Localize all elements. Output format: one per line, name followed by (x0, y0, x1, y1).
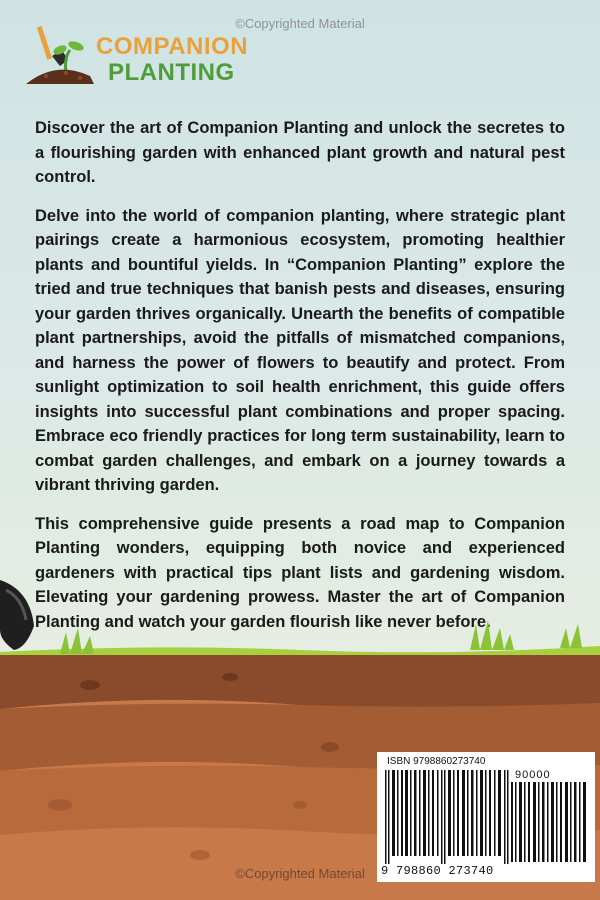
isbn-label: ISBN 9798860273740 (387, 756, 486, 767)
logo-soil-mound (26, 70, 94, 84)
paragraph-closing: This comprehensive guide presents a road map to Companion Planting wonders, equipping both novice and experienced gardeners with practical tips plant lists and gardening wisdom. Elevating your gardening prowess. Master the art of Companion Planting and watch your garden flourish like never before. (35, 514, 565, 631)
description-text (35, 116, 565, 648)
logo-line-1: COMPANION (96, 33, 249, 60)
isbn-barcode (385, 770, 509, 864)
price-addon-barcode (511, 782, 589, 862)
isbn-digits: 9 798860 273740 (381, 864, 494, 878)
price-code: 90000 (515, 769, 551, 781)
paragraph-intro: Discover the art of Companion Planting and unlock the secretes to a flourishing garden with enhanced plant growth and natural pest control. (35, 119, 565, 186)
paragraph-main: Delve into the world of companion planting, where strategic plant pairings create a harmonious ecosystem, promoting healthier plants and bountiful yields. In “Companion Planting” explore the tried and true techniques that banish pests and diseases, ensuring your garden thrives organically. Unearth the benefits of compatible plant partnerships, avoid the pitfalls of mismatched companions, and harness the power of flowers to beautify and protect. From sunlight optimization to soil health enrichment, this guide offers insights into successful plant combinations and proper spacing. Embrace eco friendly practices for long term sustainability, learn to combat garden challenges, and embark on a journey towards a vibrant thriving garden. (35, 206, 565, 494)
logo-line-2: PLANTING (108, 59, 235, 86)
barcode-box (377, 752, 595, 882)
copyright-watermark-top: ©Copyrighted Material (235, 16, 365, 31)
copyright-watermark-bottom: ©Copyrighted Material (235, 866, 365, 881)
logo-text (96, 34, 248, 86)
